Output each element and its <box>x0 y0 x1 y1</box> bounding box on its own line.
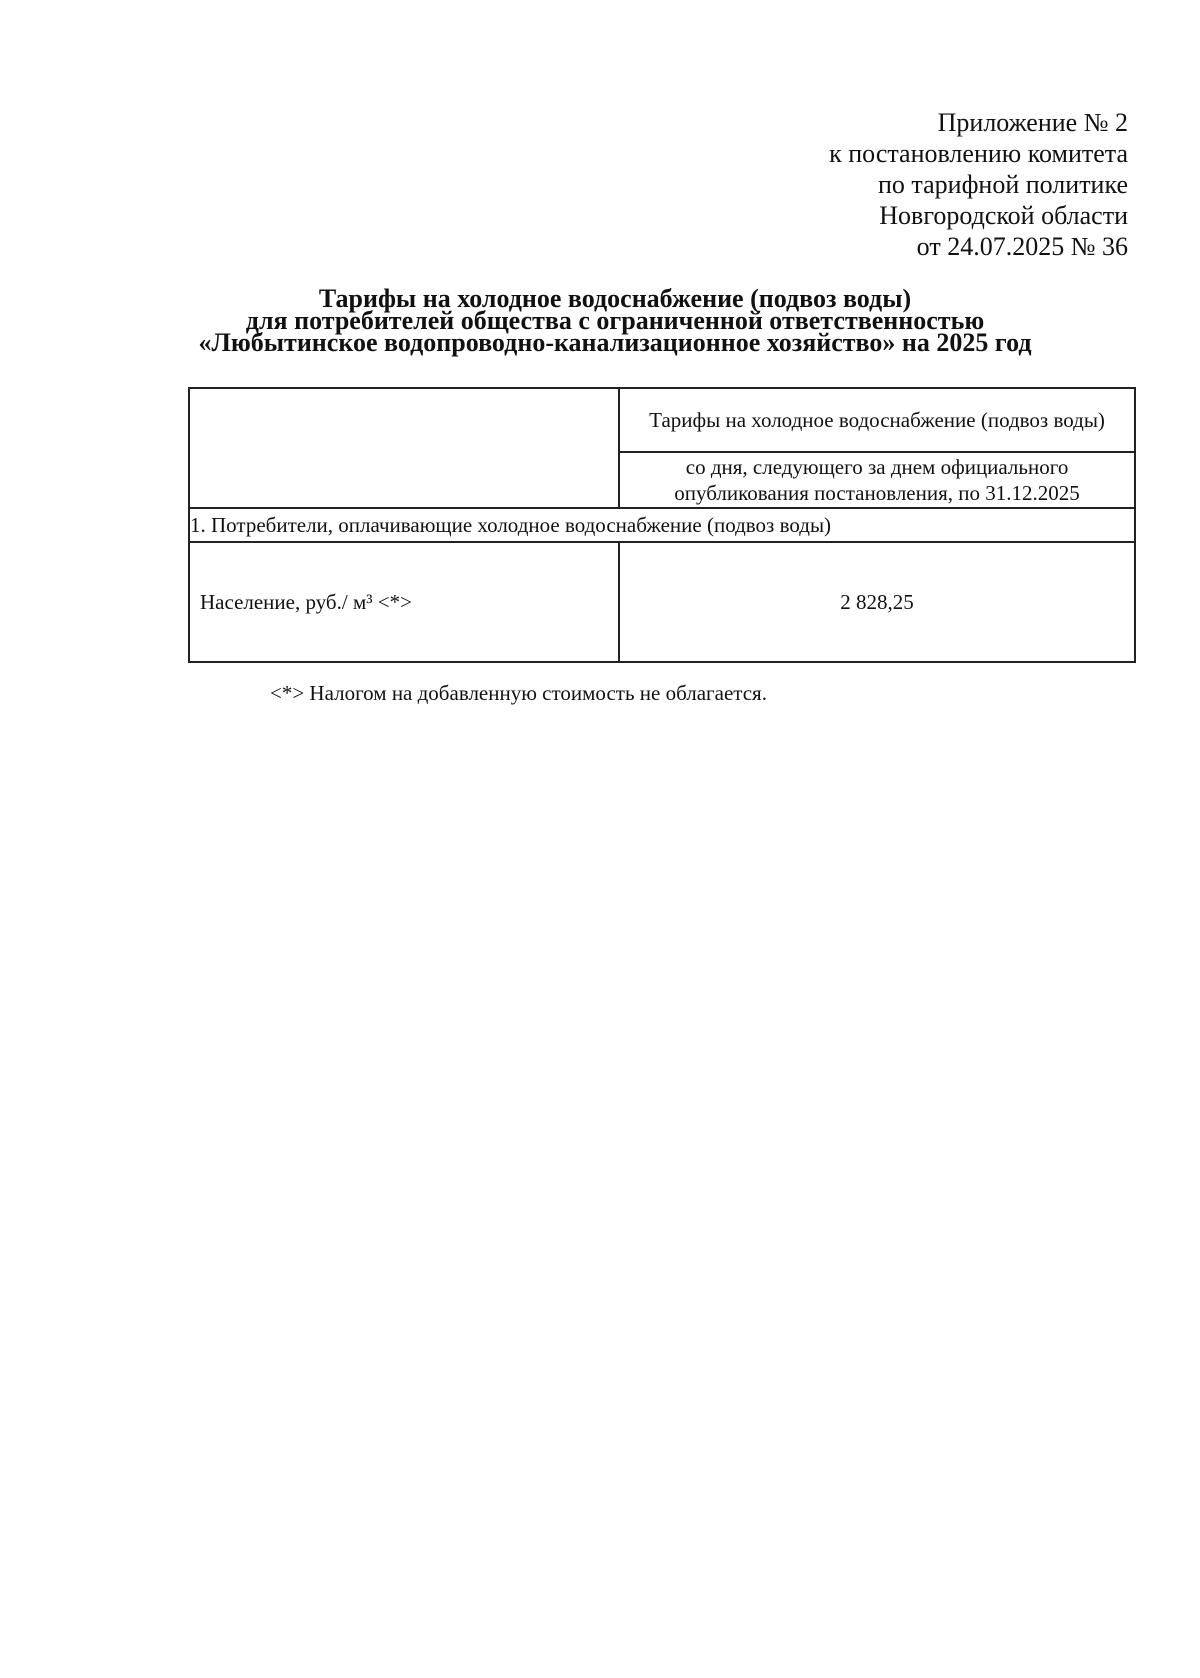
title-line-2: для потребителей общества с ограниченной ответственностью <box>245 306 985 335</box>
appendix-line-4: Новгородской области <box>879 201 1128 230</box>
appendix-line-2: к постановлению комитета <box>829 139 1128 168</box>
header-tariff-cell <box>619 388 1135 452</box>
header-tariff-text: Тарифы на холодное водоснабжение (подвоз воды) <box>649 408 1105 432</box>
appendix-line-3: по тарифной политике <box>878 170 1128 199</box>
appendix-block <box>829 107 1128 262</box>
appendix-number: Приложение № 2 <box>937 108 1128 137</box>
header-row-1 <box>189 388 1135 452</box>
title-line-1: Тарифы на холодное водоснабжение (подвоз воды) <box>318 284 912 313</box>
footnote: <*> Налогом на добавленную стоимость не облагается. <box>270 681 767 705</box>
section-row <box>189 508 1135 542</box>
header-period-cell <box>619 452 1135 508</box>
table-row <box>189 542 1135 662</box>
row-value: 2 828,25 <box>619 542 1135 662</box>
row-label: Население, руб./ м³ <*> <box>189 542 619 662</box>
header-empty-cell <box>189 388 619 508</box>
title-line-3: «Любытинское водопроводно-канализационное хозяйство» на 2025 год <box>198 328 1032 357</box>
tariff-table <box>188 387 1136 663</box>
document-title <box>0 284 1200 357</box>
header-period-text: со дня, следующего за днем официального опубликования постановления, по 31.12.2025 <box>674 455 1080 505</box>
appendix-date: от 24.07.2025 № 36 <box>916 232 1128 261</box>
section-label: 1. Потребители, оплачивающие холодное водоснабжение (подвоз воды) <box>189 508 1135 542</box>
